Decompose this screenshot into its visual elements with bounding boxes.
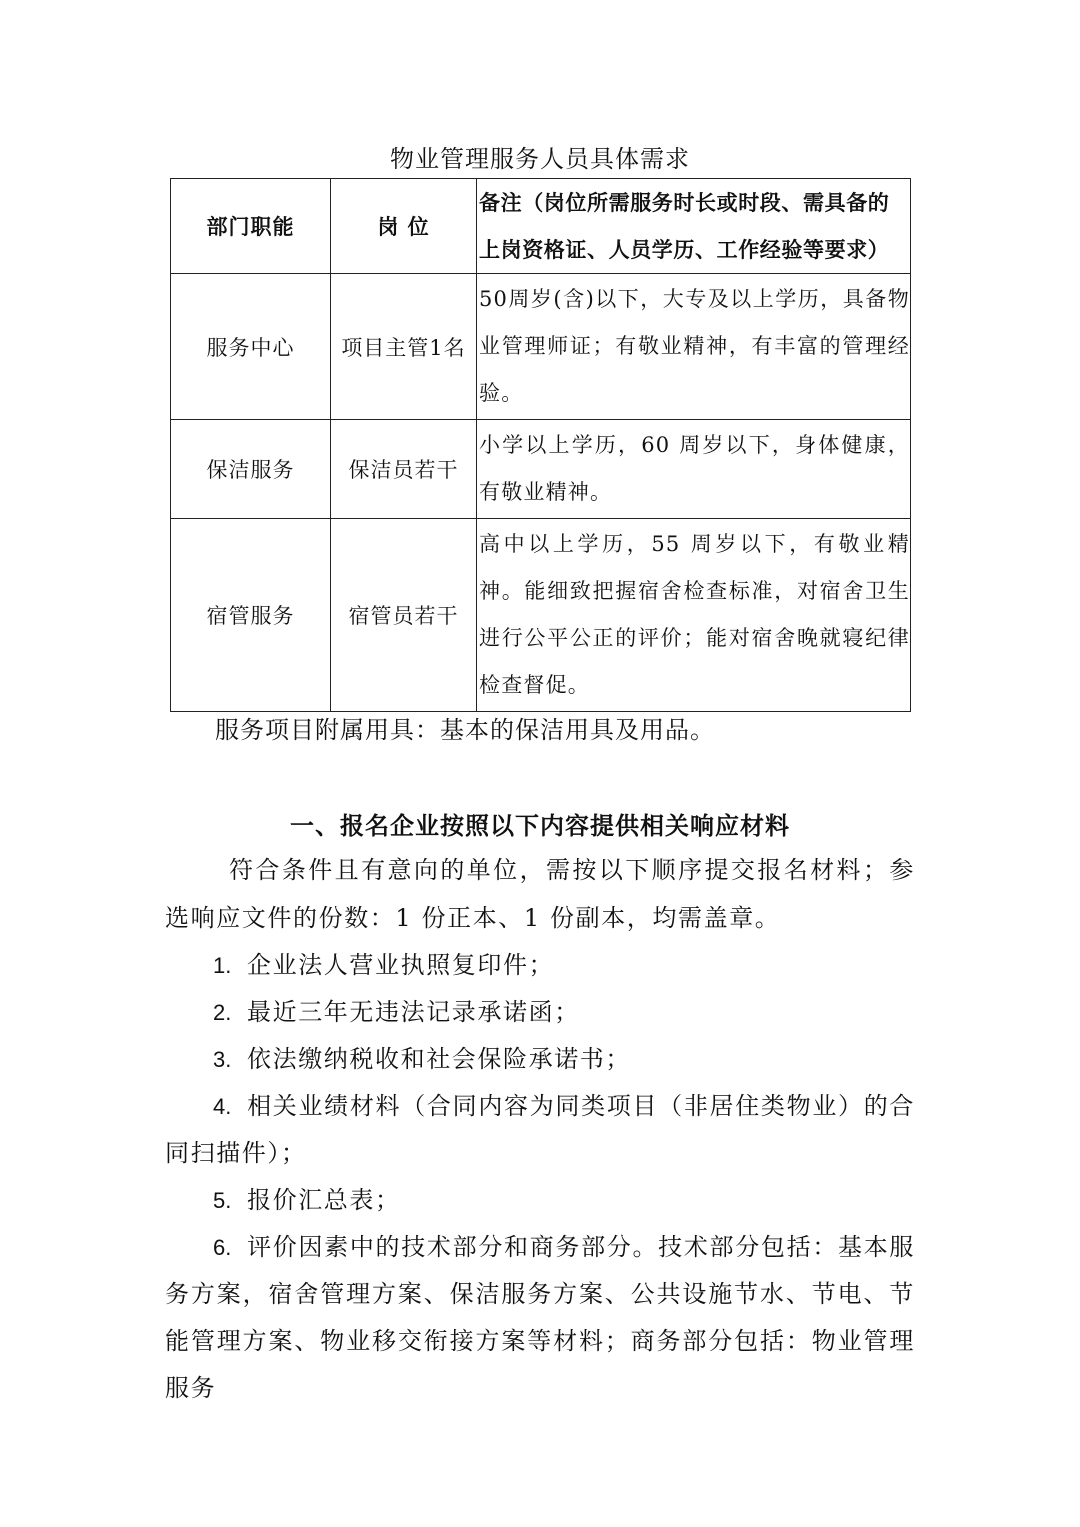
cell-remarks <box>477 274 911 420</box>
remarks-text: 小学以上学历，60 周岁以下，身体健康，有敬业精神。 <box>479 433 910 504</box>
cell-department: 保洁服务 <box>171 420 331 519</box>
list-item <box>165 1177 915 1224</box>
table-row <box>171 274 911 420</box>
list-item-number: 3. <box>213 1047 232 1072</box>
table-title: 物业管理服务人员具体需求 <box>390 145 690 173</box>
list-item <box>165 1036 915 1083</box>
materials-list <box>165 942 915 1412</box>
requirements-table <box>170 178 911 712</box>
list-item-text: 最近三年无违法记录承诺函； <box>247 998 580 1026</box>
header-department: 部门职能 <box>171 179 331 274</box>
list-item-text: 相关业绩材料（合同内容为同类项目（非居住类物业）的合同扫描件）； <box>165 1092 915 1167</box>
table-row <box>171 519 911 712</box>
header-remarks-cell <box>477 179 911 274</box>
remarks-text: 50周岁(含)以下，大专及以上学历，具备物业管理师证；有敬业精神，有丰富的管理经验。 <box>479 287 910 405</box>
list-item-text: 企业法人营业执照复印件； <box>247 951 555 979</box>
list-item-number: 1. <box>213 953 232 978</box>
list-item <box>165 989 915 1036</box>
list-item-number: 2. <box>213 1000 232 1025</box>
section-heading: 一、报名企业按照以下内容提供相关响应材料 <box>290 811 790 840</box>
list-item <box>165 1224 915 1412</box>
cell-position: 项目主管1名 <box>331 274 477 420</box>
header-position: 岗 位 <box>331 179 477 274</box>
list-item-text: 依法缴纳税收和社会保险承诺书； <box>247 1045 631 1073</box>
list-item-number: 4. <box>213 1094 232 1119</box>
cell-department: 服务中心 <box>171 274 331 420</box>
intro-paragraph: 符合条件且有意向的单位，需按以下顺序提交报名材料；参选响应文件的份数：1 份正本、1 份副本，均需盖章。 <box>165 856 915 932</box>
list-item <box>165 1083 915 1177</box>
remarks-text: 高中以上学历，55 周岁以下，有敬业精神。能细致把握宿舍检查标准，对宿舍卫生进行公平公正的评价；能对宿舍晚就寝纪律检查督促。 <box>479 532 910 697</box>
table-row <box>171 420 911 519</box>
cell-remarks <box>477 519 911 712</box>
list-item-text: 报价汇总表； <box>247 1186 401 1214</box>
header-remarks: 备注（岗位所需服务时长或时段、需具备的上岗资格证、人员学历、工作经验等要求） <box>479 190 890 262</box>
cell-position: 保洁员若干 <box>331 420 477 519</box>
cell-remarks <box>477 420 911 519</box>
cell-department: 宿管服务 <box>171 519 331 712</box>
list-item <box>165 942 915 989</box>
list-item-number: 5. <box>213 1188 232 1213</box>
attachment-line: 服务项目附属用具：基本的保洁用具及用品。 <box>215 716 715 744</box>
table-header-row <box>171 179 911 274</box>
cell-position: 宿管员若干 <box>331 519 477 712</box>
list-item-text: 评价因素中的技术部分和商务部分。技术部分包括：基本服务方案，宿舍管理方案、保洁服务方案、公共设施节水、节电、节能管理方案、物业移交衔接方案等材料；商务部分包括：物业管理服务 <box>165 1233 915 1402</box>
list-item-number: 6. <box>213 1235 232 1260</box>
